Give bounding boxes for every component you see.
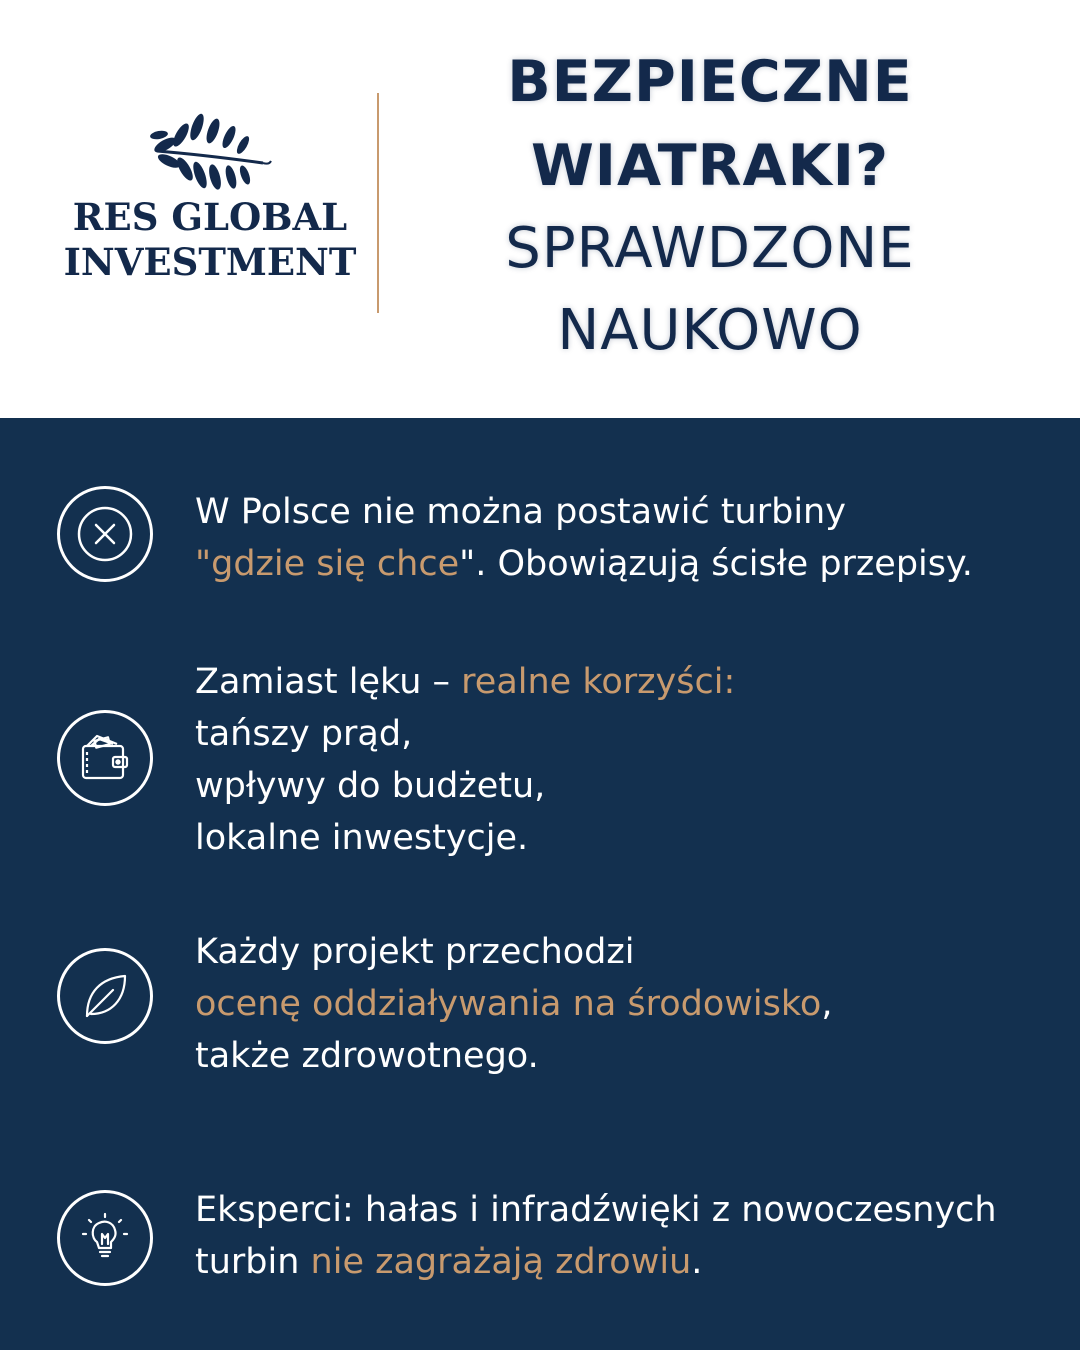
leaf-branch-icon xyxy=(145,105,275,195)
item-line: wpływy do budżetu, xyxy=(195,766,546,806)
leaf-icon xyxy=(57,948,153,1044)
plain-text: . xyxy=(691,1242,703,1282)
brand-name-line2: INVESTMENT xyxy=(63,240,357,284)
brand-name-line1: RES GLOBAL xyxy=(72,195,348,239)
headline xyxy=(420,40,1000,372)
item-text xyxy=(195,486,1055,590)
header xyxy=(0,0,1080,418)
headline-line2: WIATRAKI? xyxy=(530,133,890,199)
plain-text: ". Obowiązują ścisłe przepisy. xyxy=(459,544,973,584)
content-panel xyxy=(0,418,1080,1350)
accent-text: nie zagrażają zdrowiu xyxy=(310,1242,692,1282)
lightbulb-icon xyxy=(57,1190,153,1286)
headline-line4: NAUKOWO xyxy=(557,298,863,363)
item-line: także zdrowotnego. xyxy=(195,1036,539,1076)
item-text xyxy=(195,1184,1055,1288)
item-line: lokalne inwestycje. xyxy=(195,818,529,858)
headline-line3: SPRAWDZONE xyxy=(505,216,915,281)
x-circle-icon xyxy=(57,486,153,582)
item-line xyxy=(195,978,1055,1030)
item-line xyxy=(195,1236,1055,1288)
header-divider xyxy=(377,93,379,313)
item-line: W Polsce nie można postawić turbiny xyxy=(195,492,846,532)
plain-text: Zamiast lęku – xyxy=(195,662,462,702)
headline-line1: BEZPIECZNE xyxy=(507,49,913,115)
plain-text: turbin xyxy=(195,1242,311,1282)
brand-logo xyxy=(60,105,360,285)
accent-text: "gdzie się chce xyxy=(195,544,460,584)
item-text xyxy=(195,656,1055,864)
accent-text: realne korzyści: xyxy=(461,662,736,702)
accent-text: ocenę oddziaływania na środowisko xyxy=(195,984,822,1024)
item-line xyxy=(195,656,1055,708)
wallet-money-icon xyxy=(57,710,153,806)
item-line: tańszy prąd, xyxy=(195,714,413,754)
plain-text: , xyxy=(821,984,833,1024)
item-line xyxy=(195,538,1055,590)
item-line: Eksperci: hałas i infradźwięki z nowoczesnych xyxy=(195,1190,997,1230)
item-text xyxy=(195,926,1055,1082)
item-line: Każdy projekt przechodzi xyxy=(195,932,635,972)
